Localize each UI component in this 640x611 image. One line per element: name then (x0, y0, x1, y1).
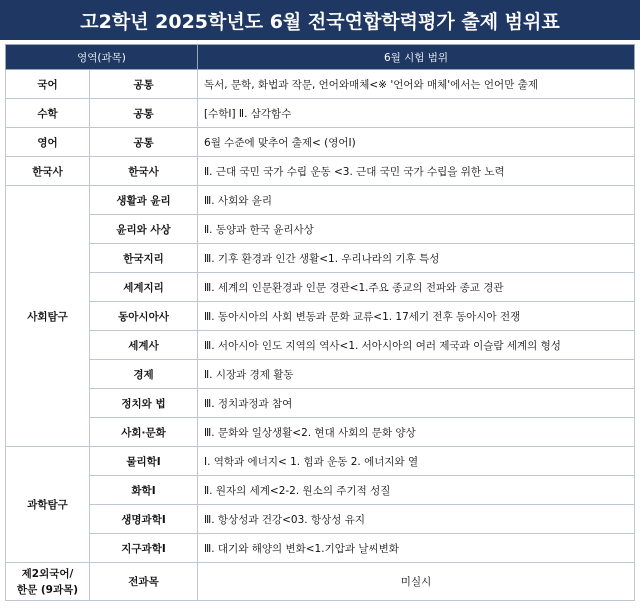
table-row (6, 186, 635, 215)
table-row (6, 244, 635, 273)
subject-cell: 생명과학Ⅰ (90, 505, 198, 534)
table-row (6, 273, 635, 302)
range-cell: [수학Ⅰ] Ⅱ. 삼각함수 (198, 99, 635, 128)
table-row (6, 70, 635, 99)
subject-cell: 사회·문화 (90, 418, 198, 447)
area-cell-social: 사회탐구 (6, 186, 90, 447)
area-cell-foreign (6, 563, 90, 601)
subject-cell: 공통 (90, 128, 198, 157)
range-cell: Ⅲ. 세계의 인문환경과 인문 경관<1.주요 종교의 전파와 종교 경관 (198, 273, 635, 302)
table-row (6, 302, 635, 331)
area-cell: 국어 (6, 70, 90, 99)
exam-range-table (5, 44, 635, 601)
subject-cell: 공통 (90, 70, 198, 99)
area-line2: 한문 (9과목) (16, 583, 79, 596)
range-cell: Ⅲ. 동아시아의 사회 변동과 문화 교류<1. 17세기 전후 동아시아 전쟁 (198, 302, 635, 331)
table-row (6, 534, 635, 563)
range-cell: Ⅲ. 항상성과 건강<03. 항상성 유지 (198, 505, 635, 534)
area-cell: 한국사 (6, 157, 90, 186)
range-cell: Ⅲ. 문화와 일상생활<2. 현대 사회의 문화 양상 (198, 418, 635, 447)
header-area: 영역(과목) (6, 45, 198, 70)
subject-cell: 물리학Ⅰ (90, 447, 198, 476)
header-range: 6월 시험 범위 (198, 45, 635, 70)
range-cell: Ⅲ. 정치과정과 참여 (198, 389, 635, 418)
table-row (6, 360, 635, 389)
table-row (6, 215, 635, 244)
range-cell: 6월 수준에 맞추어 출제< (영어Ⅰ) (198, 128, 635, 157)
area-line1: 제2외국어/ (21, 567, 74, 580)
subject-cell: 경제 (90, 360, 198, 389)
range-cell: Ⅲ. 사회와 윤리 (198, 186, 635, 215)
table-row (6, 447, 635, 476)
table-row (6, 99, 635, 128)
area-cell-science: 과학탐구 (6, 447, 90, 563)
table-row (6, 157, 635, 186)
table-row (6, 505, 635, 534)
table-row (6, 563, 635, 601)
range-cell: Ⅲ. 대기와 해양의 변화<1.기압과 날씨변화 (198, 534, 635, 563)
table-header-row (6, 45, 635, 70)
range-cell: 미실시 (198, 563, 635, 601)
area-cell: 영어 (6, 128, 90, 157)
page-title: 고2학년 2025학년도 6월 전국연합학력평가 출제 범위표 (0, 0, 640, 40)
subject-cell: 화학Ⅰ (90, 476, 198, 505)
range-cell: Ⅱ. 원자의 세계<2-2. 원소의 주기적 성질 (198, 476, 635, 505)
subject-cell: 공통 (90, 99, 198, 128)
subject-cell: 세계사 (90, 331, 198, 360)
subject-cell: 지구과학Ⅰ (90, 534, 198, 563)
table-row (6, 331, 635, 360)
range-cell: Ⅱ. 근대 국민 국가 수립 운동 <3. 근대 국민 국가 수립을 위한 노력 (198, 157, 635, 186)
range-cell: Ⅲ. 기후 환경과 인간 생활<1. 우리나라의 기후 특성 (198, 244, 635, 273)
range-cell: Ⅱ. 시장과 경제 활동 (198, 360, 635, 389)
range-cell: Ⅰ. 역학과 에너지< 1. 힘과 운동 2. 에너지와 열 (198, 447, 635, 476)
range-cell: 독서, 문학, 화법과 작문, 언어와매체<※ '언어와 매체'에서는 언어만 출제 (198, 70, 635, 99)
subject-cell: 윤리와 사상 (90, 215, 198, 244)
subject-cell: 정치와 법 (90, 389, 198, 418)
table-row (6, 389, 635, 418)
subject-cell: 한국지리 (90, 244, 198, 273)
range-cell: Ⅲ. 서아시아 인도 지역의 역사<1. 서아시아의 여러 제국과 이슬람 세계의 형성 (198, 331, 635, 360)
subject-cell: 한국사 (90, 157, 198, 186)
subject-cell: 생활과 윤리 (90, 186, 198, 215)
subject-cell: 동아시아사 (90, 302, 198, 331)
range-cell: Ⅱ. 동양과 한국 윤리사상 (198, 215, 635, 244)
table-row (6, 128, 635, 157)
area-cell: 수학 (6, 99, 90, 128)
table-row (6, 476, 635, 505)
subject-cell: 세계지리 (90, 273, 198, 302)
subject-cell: 전과목 (90, 563, 198, 601)
table-row (6, 418, 635, 447)
